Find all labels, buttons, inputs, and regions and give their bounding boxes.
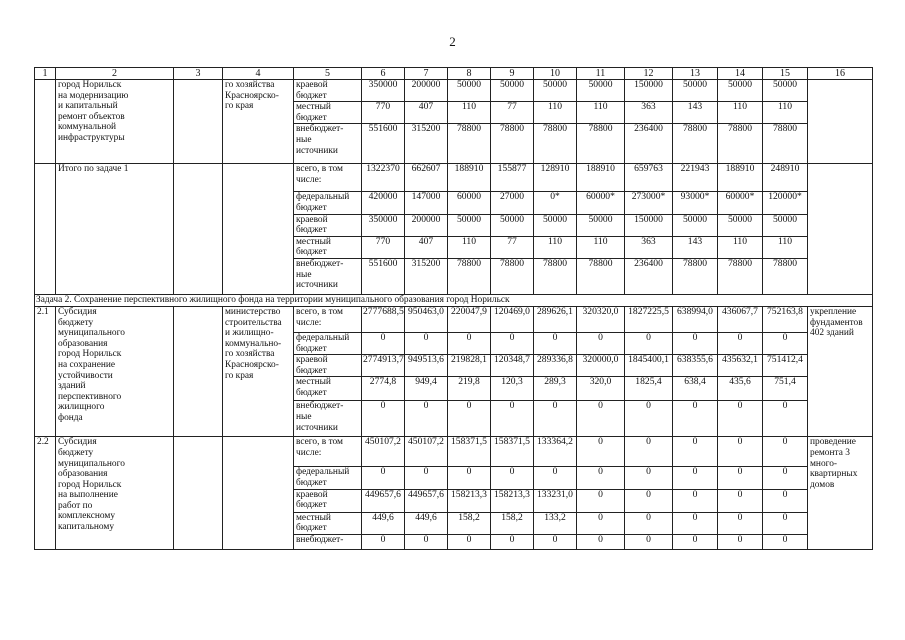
amount-cell: 435,6 — [718, 377, 763, 401]
amount-cell: 0 — [718, 467, 763, 489]
amount-cell: 0 — [491, 467, 534, 489]
funding-source-cell: всего, в том числе: — [294, 306, 362, 332]
amount-cell: 0 — [362, 332, 405, 354]
amount-cell: 0 — [763, 332, 808, 354]
amount-cell: 50000 — [534, 214, 577, 236]
funding-source-cell: краевой бюджет — [294, 489, 362, 512]
item-name-cell: город Норильск на модернизацию и капитальный ремонт объектов коммунальной инфраструктуры — [56, 80, 174, 164]
amount-cell: 110 — [763, 236, 808, 258]
amount-cell: 120,3 — [491, 377, 534, 401]
item-number-cell: 2.1 — [35, 306, 56, 436]
amount-cell: 188910 — [577, 164, 625, 192]
column-number: 6 — [362, 68, 405, 80]
amount-cell: 551600 — [362, 124, 405, 164]
amount-cell: 320320,0 — [577, 306, 625, 332]
amount-cell: 78800 — [577, 258, 625, 294]
amount-cell: 248910 — [763, 164, 808, 192]
amount-cell: 50000 — [718, 214, 763, 236]
amount-cell: 350000 — [362, 214, 405, 236]
amount-cell: 751,4 — [763, 377, 808, 401]
amount-cell: 0 — [673, 512, 718, 534]
amount-cell: 659763 — [625, 164, 673, 192]
amount-cell: 78800 — [448, 258, 491, 294]
amount-cell: 110 — [577, 236, 625, 258]
amount-cell: 78800 — [448, 124, 491, 164]
amount-cell: 0 — [577, 489, 625, 512]
amount-cell: 0 — [673, 534, 718, 549]
amount-cell: 0* — [534, 192, 577, 214]
amount-cell: 50000 — [491, 214, 534, 236]
amount-cell: 0 — [718, 512, 763, 534]
column-number: 9 — [491, 68, 534, 80]
amount-cell: 0 — [718, 332, 763, 354]
amount-cell: 407 — [405, 102, 448, 124]
amount-cell: 128910 — [534, 164, 577, 192]
executor-cell: го хозяйства Красноярско- го края — [223, 80, 294, 164]
executor-cell — [223, 164, 294, 295]
amount-cell: 350000 — [362, 80, 405, 102]
amount-cell: 78800 — [577, 124, 625, 164]
amount-cell: 0 — [673, 437, 718, 467]
amount-cell: 0 — [405, 332, 448, 354]
amount-cell: 50000 — [673, 214, 718, 236]
amount-cell: 420000 — [362, 192, 405, 214]
amount-cell: 133364,2 — [534, 437, 577, 467]
amount-cell: 1825,4 — [625, 377, 673, 401]
funding-source-cell: федеральный бюджет — [294, 192, 362, 214]
table-row — [35, 80, 873, 102]
amount-cell: 436067,7 — [718, 306, 763, 332]
amount-cell: 78800 — [673, 124, 718, 164]
amount-cell: 0 — [625, 512, 673, 534]
amount-cell: 77 — [491, 236, 534, 258]
amount-cell: 2774913,7 — [362, 355, 405, 377]
amount-cell: 0 — [577, 401, 625, 437]
amount-cell: 110 — [577, 102, 625, 124]
amount-cell: 0 — [577, 534, 625, 549]
amount-cell: 50000 — [577, 214, 625, 236]
amount-cell: 158371,5 — [448, 437, 491, 467]
item-number-cell — [35, 164, 56, 295]
amount-cell: 0 — [577, 437, 625, 467]
amount-cell: 638355,6 — [673, 355, 718, 377]
amount-cell: 0 — [362, 534, 405, 549]
funding-source-cell: краевой бюджет — [294, 214, 362, 236]
amount-cell: 78800 — [534, 258, 577, 294]
amount-cell: 770 — [362, 236, 405, 258]
amount-cell: 0 — [405, 467, 448, 489]
amount-cell: 0 — [448, 401, 491, 437]
amount-cell: 2774,8 — [362, 377, 405, 401]
amount-cell: 0 — [625, 437, 673, 467]
amount-cell: 363 — [625, 236, 673, 258]
amount-cell: 50000 — [577, 80, 625, 102]
amount-cell: 449,6 — [405, 512, 448, 534]
amount-cell: 450107,2 — [405, 437, 448, 467]
amount-cell: 77 — [491, 102, 534, 124]
amount-cell: 219828,1 — [448, 355, 491, 377]
amount-cell: 289626,1 — [534, 306, 577, 332]
amount-cell: 60000 — [448, 192, 491, 214]
funding-source-cell: внебюджет- ные источники — [294, 401, 362, 437]
amount-cell: 27000 — [491, 192, 534, 214]
column-number: 11 — [577, 68, 625, 80]
amount-cell: 0 — [362, 401, 405, 437]
result-note-cell — [808, 80, 873, 164]
amount-cell: 0 — [491, 332, 534, 354]
amount-cell: 188910 — [718, 164, 763, 192]
item-name-cell: Субсидия бюджету муниципального образования город Норильск на выполнение работ по комплексному капитальному — [56, 437, 174, 549]
amount-cell: 0 — [577, 512, 625, 534]
amount-cell: 50000 — [763, 214, 808, 236]
item-number-cell — [35, 80, 56, 164]
amount-cell: 50000 — [718, 80, 763, 102]
item-name-cell: Итого по задаче 1 — [56, 164, 174, 295]
result-note-cell: укрепление фундаментов 402 зданий — [808, 306, 873, 436]
amount-cell: 110 — [448, 236, 491, 258]
funding-source-cell: внебюджет- ные источники — [294, 258, 362, 294]
amount-cell: 0 — [448, 534, 491, 549]
amount-cell: 0 — [625, 467, 673, 489]
amount-cell: 236400 — [625, 124, 673, 164]
amount-cell: 60000* — [577, 192, 625, 214]
amount-cell: 0 — [534, 467, 577, 489]
result-note-cell: проведение ремонта 3 много- квартирных домов — [808, 437, 873, 549]
amount-cell: 0 — [577, 467, 625, 489]
amount-cell: 155877 — [491, 164, 534, 192]
amount-cell: 449657,6 — [362, 489, 405, 512]
amount-cell: 1845400,1 — [625, 355, 673, 377]
column-number: 13 — [673, 68, 718, 80]
funding-source-cell: местный бюджет — [294, 102, 362, 124]
column-number: 7 — [405, 68, 448, 80]
table-row — [35, 437, 873, 467]
amount-cell: 110 — [718, 236, 763, 258]
column-number: 12 — [625, 68, 673, 80]
amount-cell: 315200 — [405, 258, 448, 294]
empty-cell — [174, 80, 223, 164]
amount-cell: 949513,6 — [405, 355, 448, 377]
amount-cell: 0 — [405, 534, 448, 549]
amount-cell: 0 — [491, 534, 534, 549]
column-number: 5 — [294, 68, 362, 80]
column-number: 2 — [56, 68, 174, 80]
amount-cell: 220047,9 — [448, 306, 491, 332]
amount-cell: 0 — [577, 332, 625, 354]
amount-cell: 0 — [534, 332, 577, 354]
amount-cell: 662607 — [405, 164, 448, 192]
amount-cell: 0 — [673, 332, 718, 354]
amount-cell: 0 — [763, 467, 808, 489]
amount-cell: 50000 — [448, 214, 491, 236]
amount-cell: 120000* — [763, 192, 808, 214]
amount-cell: 110 — [718, 102, 763, 124]
amount-cell: 143 — [673, 102, 718, 124]
amount-cell: 50000 — [534, 80, 577, 102]
page-number: 2 — [449, 34, 456, 49]
amount-cell: 78800 — [718, 258, 763, 294]
amount-cell: 315200 — [405, 124, 448, 164]
amount-cell: 450107,2 — [362, 437, 405, 467]
amount-cell: 273000* — [625, 192, 673, 214]
amount-cell: 78800 — [534, 124, 577, 164]
task-title: Задача 2. Сохранение перспективного жилищного фонда на территории муниципального образования город Норильск — [35, 294, 873, 306]
amount-cell: 407 — [405, 236, 448, 258]
amount-cell: 147000 — [405, 192, 448, 214]
amount-cell: 551600 — [362, 258, 405, 294]
amount-cell: 110 — [534, 102, 577, 124]
funding-source-cell: всего, в том числе: — [294, 437, 362, 467]
empty-cell — [174, 164, 223, 295]
column-number: 15 — [763, 68, 808, 80]
table-row — [35, 306, 873, 332]
amount-cell: 0 — [491, 401, 534, 437]
amount-cell: 120469,0 — [491, 306, 534, 332]
funding-source-cell: местный бюджет — [294, 512, 362, 534]
amount-cell: 2777688,5 — [362, 306, 405, 332]
amount-cell: 950463,0 — [405, 306, 448, 332]
funding-source-cell: федеральный бюджет — [294, 332, 362, 354]
amount-cell: 78800 — [718, 124, 763, 164]
amount-cell: 320000,0 — [577, 355, 625, 377]
column-number-row — [35, 68, 873, 80]
amount-cell: 752163,8 — [763, 306, 808, 332]
amount-cell: 751412,4 — [763, 355, 808, 377]
amount-cell: 78800 — [491, 124, 534, 164]
amount-cell: 150000 — [625, 214, 673, 236]
amount-cell: 0 — [534, 401, 577, 437]
column-number: 10 — [534, 68, 577, 80]
amount-cell: 78800 — [491, 258, 534, 294]
amount-cell: 449657,6 — [405, 489, 448, 512]
amount-cell: 93000* — [673, 192, 718, 214]
amount-cell: 320,0 — [577, 377, 625, 401]
item-number-cell: 2.2 — [35, 437, 56, 549]
funding-source-cell: всего, в том числе: — [294, 164, 362, 192]
empty-cell — [174, 306, 223, 436]
amount-cell: 0 — [763, 512, 808, 534]
amount-cell: 0 — [625, 534, 673, 549]
funding-source-cell: внебюджет- ные источники — [294, 124, 362, 164]
amount-cell: 200000 — [405, 214, 448, 236]
funding-source-cell: краевой бюджет — [294, 355, 362, 377]
amount-cell: 0 — [362, 467, 405, 489]
amount-cell: 638,4 — [673, 377, 718, 401]
amount-cell: 0 — [448, 467, 491, 489]
budget-table — [34, 67, 873, 550]
amount-cell: 110 — [763, 102, 808, 124]
amount-cell: 200000 — [405, 80, 448, 102]
amount-cell: 0 — [763, 437, 808, 467]
amount-cell: 158213,3 — [491, 489, 534, 512]
funding-source-cell: внебюджет- — [294, 534, 362, 549]
amount-cell: 770 — [362, 102, 405, 124]
funding-source-cell: федеральный бюджет — [294, 467, 362, 489]
amount-cell: 289,3 — [534, 377, 577, 401]
column-number: 14 — [718, 68, 763, 80]
amount-cell: 949,4 — [405, 377, 448, 401]
amount-cell: 219,8 — [448, 377, 491, 401]
amount-cell: 50000 — [673, 80, 718, 102]
result-note-cell — [808, 164, 873, 295]
amount-cell: 158,2 — [491, 512, 534, 534]
amount-cell: 363 — [625, 102, 673, 124]
amount-cell: 0 — [534, 534, 577, 549]
funding-source-cell: краевой бюджет — [294, 80, 362, 102]
amount-cell: 188910 — [448, 164, 491, 192]
amount-cell: 0 — [673, 467, 718, 489]
column-number: 4 — [223, 68, 294, 80]
amount-cell: 50000 — [763, 80, 808, 102]
item-name-cell: Субсидия бюджету муниципального образования город Норильск на сохранение устойчивости зданий перспективного жилищного фонда — [56, 306, 174, 436]
amount-cell: 78800 — [673, 258, 718, 294]
funding-source-cell: местный бюджет — [294, 236, 362, 258]
amount-cell: 449,6 — [362, 512, 405, 534]
amount-cell: 0 — [718, 534, 763, 549]
amount-cell: 0 — [625, 401, 673, 437]
amount-cell: 0 — [718, 437, 763, 467]
amount-cell: 60000* — [718, 192, 763, 214]
task-title-row — [35, 294, 873, 306]
amount-cell: 0 — [625, 489, 673, 512]
amount-cell: 120348,7 — [491, 355, 534, 377]
amount-cell: 0 — [448, 332, 491, 354]
amount-cell: 0 — [763, 534, 808, 549]
amount-cell: 638994,0 — [673, 306, 718, 332]
table-row — [35, 164, 873, 192]
amount-cell: 289336,8 — [534, 355, 577, 377]
amount-cell: 435632,1 — [718, 355, 763, 377]
executor-cell: министерство строительства и жилищно- коммунально- го хозяйства Красноярско- го края — [223, 306, 294, 436]
amount-cell: 0 — [405, 401, 448, 437]
amount-cell: 143 — [673, 236, 718, 258]
column-number: 3 — [174, 68, 223, 80]
column-number: 8 — [448, 68, 491, 80]
amount-cell: 150000 — [625, 80, 673, 102]
amount-cell: 78800 — [763, 258, 808, 294]
amount-cell: 0 — [673, 489, 718, 512]
funding-source-cell: местный бюджет — [294, 377, 362, 401]
empty-cell — [174, 437, 223, 549]
amount-cell: 1827225,5 — [625, 306, 673, 332]
amount-cell: 110 — [448, 102, 491, 124]
amount-cell: 50000 — [491, 80, 534, 102]
column-number: 16 — [808, 68, 873, 80]
amount-cell: 221943 — [673, 164, 718, 192]
amount-cell: 133,2 — [534, 512, 577, 534]
amount-cell: 0 — [763, 401, 808, 437]
amount-cell: 1322370 — [362, 164, 405, 192]
executor-cell — [223, 437, 294, 549]
amount-cell: 110 — [534, 236, 577, 258]
amount-cell: 158371,5 — [491, 437, 534, 467]
amount-cell: 0 — [718, 401, 763, 437]
column-number: 1 — [35, 68, 56, 80]
amount-cell: 0 — [718, 489, 763, 512]
amount-cell: 158213,3 — [448, 489, 491, 512]
amount-cell: 78800 — [763, 124, 808, 164]
amount-cell: 158,2 — [448, 512, 491, 534]
amount-cell: 0 — [625, 332, 673, 354]
amount-cell: 0 — [763, 489, 808, 512]
amount-cell: 133231,0 — [534, 489, 577, 512]
amount-cell: 236400 — [625, 258, 673, 294]
amount-cell: 50000 — [448, 80, 491, 102]
amount-cell: 0 — [673, 401, 718, 437]
